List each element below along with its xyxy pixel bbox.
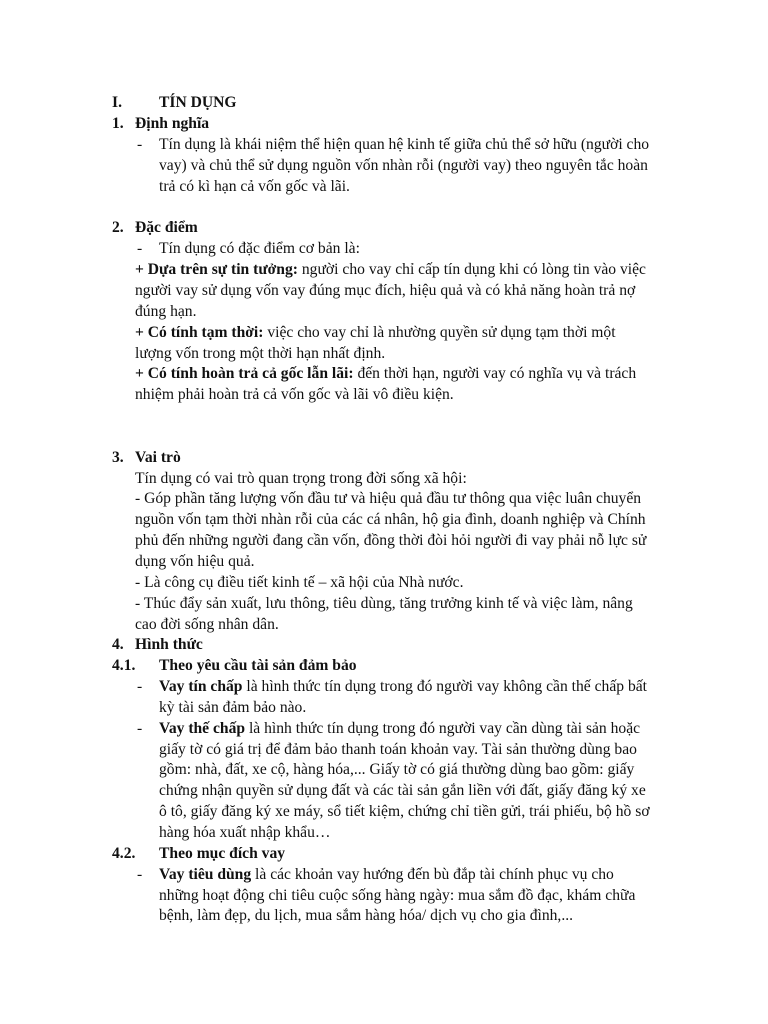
paragraph-line: cao đời sống nhân dân. — [135, 616, 279, 633]
paragraph-line — [135, 364, 636, 385]
paragraph-line: giấy tờ có giá trị để đảm bảo thanh toán khoản vay. Tài sản thường dùng bao — [159, 741, 637, 758]
paragraph-line: - Thúc đẩy sản xuất, lưu thông, tiêu dùng, tăng trưởng kinh tế và việc làm, nâng — [135, 595, 633, 612]
paragraph-line: kỳ tài sản đảm bảo nào. — [159, 699, 307, 716]
paragraph-line: - Góp phần tăng lượng vốn đầu tư và hiệu quả đầu tư thông qua việc luân chuyển — [135, 490, 642, 507]
heading-number: 3. — [112, 449, 124, 466]
paragraph-line: trả có kì hạn cả vốn gốc và lãi. — [159, 178, 350, 195]
bold-term: Vay thế chấp — [159, 720, 246, 737]
paragraph-line: dụng vốn hiệu quả. — [135, 553, 255, 570]
paragraph-line: nguồn vốn tạm thời nhàn rỗi của các cá nhân, hộ gia đình, doanh nghiệp và Chính — [135, 511, 646, 528]
bold-term: Vay tín chấp — [159, 678, 243, 695]
paragraph-line: nhiệm phải hoàn trả cả vốn gốc và lãi vô điều kiện. — [135, 386, 454, 403]
subheading-purpose: Theo mục đích vay — [159, 845, 286, 862]
heading-number: 1. — [112, 115, 124, 132]
text-span: người cho vay chỉ cấp tín dụng khi có lòng tin vào việc — [297, 261, 646, 278]
text-span: là các khoản vay hướng đến bù đắp tài chính phục vụ cho — [251, 866, 614, 883]
heading-number: 4. — [112, 636, 124, 653]
bold-term: + Có tính hoàn trả cả gốc lẫn lãi: — [135, 365, 354, 382]
section-title: TÍN DỤNG — [159, 94, 237, 111]
bold-term: Vay tiêu dùng — [159, 866, 252, 883]
paragraph-line: vay) và chủ thể sử dụng nguồn vốn nhàn rỗi (người vay) theo nguyên tắc hoàn — [159, 157, 648, 174]
bullet-dash: - — [137, 136, 143, 153]
heading-role: Vai trò — [135, 449, 181, 466]
bullet-dash: - — [137, 866, 143, 883]
heading-definition: Định nghĩa — [135, 115, 210, 132]
heading-characteristics: Đặc điểm — [135, 219, 198, 236]
paragraph-line: người vay sử dụng vốn vay đúng mục đích, hiệu quả và có khả năng hoàn trả nợ — [135, 282, 636, 299]
paragraph-line: Tín dụng là khái niệm thể hiện quan hệ kinh tế giữa chủ thể sở hữu (người cho — [159, 136, 650, 153]
text-span: đến thời hạn, người vay có nghĩa vụ và trách — [353, 365, 637, 382]
text-span: việc cho vay chỉ là nhường quyền sử dụng tạm thời một — [263, 324, 616, 341]
subheading-number: 4.1. — [112, 657, 136, 674]
subheading-collateral: Theo yêu cầu tài sản đảm bảo — [159, 657, 357, 674]
paragraph-line — [159, 865, 614, 886]
bold-term: + Dựa trên sự tin tưởng: — [135, 261, 298, 278]
paragraph-line — [135, 260, 646, 281]
bullet-dash: - — [137, 678, 143, 695]
bullet-dash: - — [137, 720, 143, 737]
heading-forms: Hình thức — [135, 636, 203, 653]
subheading-number: 4.2. — [112, 845, 136, 862]
paragraph-line: Tín dụng có đặc điểm cơ bản là: — [159, 240, 360, 257]
heading-number: 2. — [112, 219, 124, 236]
bold-term: + Có tính tạm thời: — [135, 324, 264, 341]
paragraph-line — [159, 677, 647, 698]
paragraph-line: ô tô, giấy đăng ký xe máy, sổ tiết kiệm, chứng chỉ tiền gửi, trái phiếu, bộ hồ sơ — [159, 803, 650, 820]
paragraph-line: phủ đến những người đang cần vốn, đồng thời đòi hỏi người đi vay phải nỗ lực sử — [135, 532, 647, 549]
paragraph-line: đúng hạn. — [135, 303, 197, 320]
paragraph-line: - Là công cụ điều tiết kinh tế – xã hội của Nhà nước. — [135, 574, 464, 591]
paragraph-line: chứng nhận quyền sử dụng đất và các tài sản gắn liền với đất, giấy đăng ký xe — [159, 782, 646, 799]
paragraph-line — [135, 323, 616, 344]
text-span: là hình thức tín dụng trong đó người vay cần dùng tài sản hoặc — [245, 720, 641, 737]
paragraph-line: lượng vốn trong một thời hạn nhất định. — [135, 345, 386, 362]
paragraph-line — [159, 719, 640, 740]
bullet-dash: - — [137, 240, 143, 257]
paragraph-line: gồm: nhà, đất, xe cộ, hàng hóa,... Giấy tờ có giá thường dùng bao gồm: giấy — [159, 761, 635, 778]
paragraph-line: Tín dụng có vai trò quan trọng trong đời sống xã hội: — [135, 470, 467, 487]
text-span: là hình thức tín dụng trong đó người vay không cần thế chấp bất — [242, 678, 648, 695]
paragraph-line: hàng hóa xuất nhập khẩu… — [159, 824, 331, 841]
paragraph-line: bệnh, làm đẹp, du lịch, mua sắm hàng hóa/ dịch vụ cho gia đình,... — [159, 907, 574, 924]
section-number: I. — [112, 94, 122, 111]
paragraph-line: những hoạt động chi tiêu cuộc sống hàng ngày: mua sắm đồ đạc, khám chữa — [159, 887, 636, 904]
